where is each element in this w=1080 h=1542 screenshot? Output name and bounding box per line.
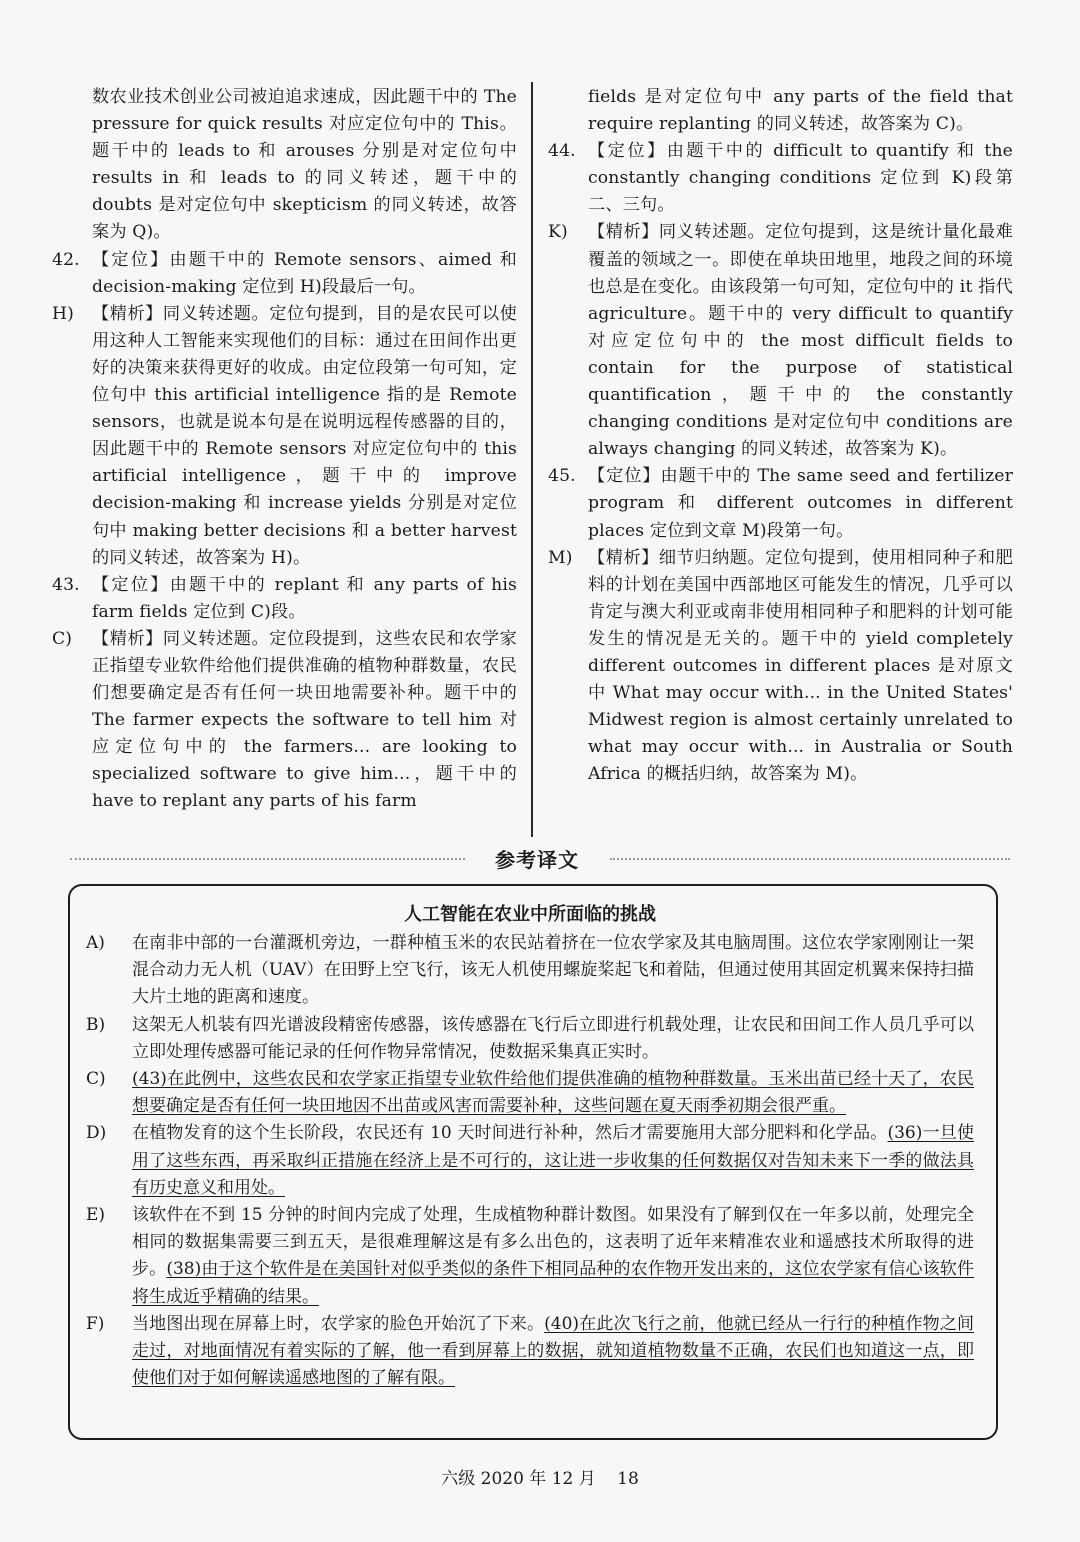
- section-letter: K): [548, 222, 568, 243]
- analysis-paragraph: [52, 626, 517, 816]
- section-letter: M): [548, 547, 573, 568]
- translation-box: [68, 884, 998, 1440]
- section-letter: C): [52, 628, 73, 649]
- plain-text: 当地图出现在屏幕上时，农学家的脸色开始沉了下来。: [132, 1313, 545, 1334]
- translation-paragraph: [86, 1012, 974, 1066]
- translation-paragraph: [86, 930, 974, 1012]
- underlined-text: (38)由于这个软件是在美国针对似乎类似的条件下相同品种的农作物开发出来的，这位农学家有信心该软件将生成近乎精确的结果。: [132, 1259, 975, 1307]
- paragraph-letter: C): [86, 1069, 106, 1090]
- paragraph-text: 数农业技术创业公司被迫追求速成，因此题干中的 The pressure for quick results 对应定位句中的 This。题干中的 leads to 和 arouses 分别是对定位句中 results in 和 leads to 的同义转述，题干中的 doubts 是对定位句中 skepticism 的同义转述，故答案为 Q)。: [92, 87, 517, 243]
- right-column: [548, 84, 1013, 788]
- paragraph-letter: B): [86, 1014, 106, 1035]
- banner-decoration-right: [610, 858, 1010, 862]
- analysis-paragraph: [52, 301, 517, 572]
- exam-label: 六级 2020 年 12 月: [441, 1469, 596, 1489]
- paragraph-text: 【定位】由题干中的 The same seed and fertilizer program 和 different outcomes in different places 定位到文章 M)段第一句。: [588, 466, 1013, 541]
- analysis-paragraph: [548, 138, 1013, 219]
- paragraph-text: 【定位】由题干中的 difficult to quantify 和 the constantly changing conditions 定位到 K)段第二、三句。: [588, 141, 1013, 216]
- plain-text: 该软件在不到 15 分钟的时间内完成了处理，生成植物种群计数图。如果没有了解到仅在一年多以前，处理完全相同的数据集需要三到五天，是很难理解这是有多么出色的，这表明了近年来精准农业和遥感技术所取得的进步。: [132, 1205, 974, 1280]
- question-number: 45.: [548, 466, 576, 487]
- paragraph-text: 【定位】由题干中的 Remote sensors、aimed 和 decision-making 定位到 H)段最后一句。: [92, 249, 517, 297]
- analysis-paragraph: [52, 247, 517, 301]
- paragraph-text: [132, 1202, 974, 1311]
- analysis-paragraph: [548, 219, 1013, 463]
- paragraph-text: 【精析】细节归纳题。定位句提到，使用相同种子和肥料的计划在美国中西部地区可能发生的情况，几乎可以肯定与澳大利亚或南非使用相同种子和肥料的计划可能发生的情况是无关的。题干中的 yield completely different outcomes in different places 是对原文中 What may occur with... in the United States' Midwest region is almost certainly unrelated to what may occur with... in Australia or South Africa 的概括归纳，故答案为 M)。: [588, 547, 1013, 785]
- translation-paragraph: [86, 1202, 974, 1311]
- translation-paragraph: [86, 1120, 974, 1202]
- paragraph-letter: E): [86, 1205, 106, 1226]
- paragraph-text: [132, 1311, 974, 1393]
- paragraph-letter: D): [86, 1123, 107, 1144]
- plain-text: 这架无人机装有四光谱波段精密传感器，该传感器在飞行后立即进行机载处理，让农民和田间工作人员几乎可以立即处理传感器可能记录的任何作物异常情况，使数据采集真正实时。: [132, 1014, 974, 1062]
- question-number: 42.: [52, 249, 80, 270]
- paragraph-text: 【精析】同义转述题。定位句提到，这是统计量化最难覆盖的领域之一。即使在单块田地里，地段之间的环境也总是在变化。由该段第一句可知，定位句中的 it 指代 agriculture。题干中的 very difficult to quantify 对应定位句中的 the most difficult fields to contain for the purpose of statistical quantification，题干中的 the constantly changing conditions 是对定位句中 conditions are always changing 的同义转述，故答案为 K)。: [588, 222, 1013, 460]
- paragraph-text: fields 是对定位句中 any parts of the field that require replanting 的同义转述，故答案为 C)。: [588, 87, 1013, 135]
- paragraph-text: 【精析】同义转述题。定位段提到，这些农民和农学家正指望专业软件给他们提供准确的植物种群数量，农民们想要确定是否有任何一块田地需要补种。题干中的 The farmer expects the software to tell him 对应定位句中的 the farmers... are looking to specialized software to give him...，题干中的 have to replant any parts of his farm: [92, 628, 517, 812]
- question-number: 43.: [52, 574, 80, 595]
- translation-paragraph: [86, 1066, 974, 1120]
- banner-title: 参考译文: [495, 848, 579, 872]
- page-footer: [0, 1464, 1080, 1489]
- column-divider: [531, 82, 533, 837]
- paragraph-letter: F): [86, 1313, 105, 1334]
- paragraph-text: [132, 930, 974, 1012]
- translation-paragraph: [86, 1311, 974, 1393]
- paragraph-text: 【精析】同义转述题。定位句提到，目的是农民可以使用这种人工智能来实现他们的目标：通过在田间作出更好的决策来获得更好的收成。由定位段第一句可知，定位句中 this artificial intelligence 指的是 Remote sensors，也就是说本句是在说明远程传感器的目的，因此题干中的 Remote sensors 对应定位句中的 this artificial intelligence，题干中的 improve decision-making 和 increase yields 分别是对定位句中 making better decisions 和 a better harvest 的同义转述，故答案为 H)。: [92, 303, 517, 568]
- analysis-paragraph: [548, 463, 1013, 544]
- paragraph-text: 【定位】由题干中的 replant 和 any parts of his farm fields 定位到 C)段。: [92, 574, 517, 622]
- underlined-text: (43)在此例中，这些农民和农学家正指望专业软件给他们提供准确的植物种群数量。玉米出苗已经十天了，农民想要确定是否有任何一块田地因不出苗或风害而需要补种，这些问题在夏天雨季初期会很严重。: [132, 1069, 974, 1117]
- paragraph-text: [132, 1012, 974, 1066]
- underlined-text: (36)一旦使用了这些东西，再采取纠正措施在经济上是不可行的，这让进一步收集的任何数据仅对告知未来下一季的做法具有历史意义和用处。: [132, 1123, 974, 1198]
- banner-decoration-left: [70, 858, 465, 862]
- page-number: 18: [617, 1469, 639, 1489]
- paragraph-letter: A): [86, 933, 105, 953]
- analysis-paragraph: [52, 84, 517, 247]
- analysis-paragraph: [548, 545, 1013, 789]
- section-banner: [70, 842, 1010, 876]
- analysis-paragraph: [548, 84, 1013, 138]
- paragraph-text: [132, 1066, 974, 1120]
- question-number: 44.: [548, 141, 576, 162]
- plain-text: 在南非中部的一台灌溉机旁边，一群种植玉米的农民站着挤在一位农学家及其电脑周围。这位农学家刚刚让一架混合动力无人机（UAV）在田野上空飞行，该无人机使用螺旋桨起飞和着陆，但通过使用其固定机翼来保持扫描大片土地的距离和速度。: [132, 933, 974, 1008]
- analysis-paragraph: [52, 572, 517, 626]
- paragraph-text: [132, 1120, 974, 1202]
- left-column: [52, 84, 517, 816]
- plain-text: 在植物发育的这个生长阶段，农民还有 10 天时间进行补种，然后才需要施用大部分肥料和化学品。: [132, 1123, 888, 1144]
- translation-title: 人工智能在农业中所面临的挑战: [404, 904, 656, 925]
- underlined-text: (40)在此次飞行之前，他就已经从一行行的种植作物之间走过，对地面情况有着实际的了解，他一看到屏幕上的数据，就知道植物数量不正确，农民们也知道这一点，即使他们对于如何解读遥感地图的了解有限。: [132, 1313, 974, 1389]
- section-letter: H): [52, 303, 74, 324]
